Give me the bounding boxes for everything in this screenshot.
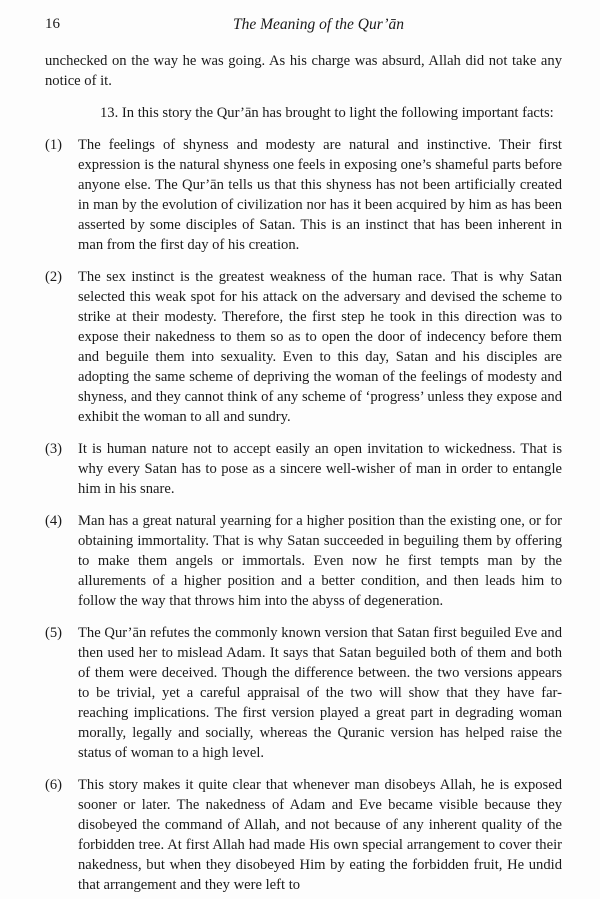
list-item-number: (5) bbox=[45, 625, 63, 641]
list-item-text: The feelings of shyness and modesty are natural and instinctive. Their first expression is the natural shyness one feels in exposing one’s shameful parts before anyone else. The Qur’ān tells us that this shyness has not been artificially created in man by the evolution of civilization nor has it been acquired by him as has been asserted by some disciples of Satan. This is an instinct that has been inherent in man from the first day of his creation. bbox=[78, 137, 562, 253]
running-title: The Meaning of the Qur’ān bbox=[232, 16, 405, 33]
list-item-5 bbox=[45, 623, 562, 763]
list-item-6 bbox=[45, 775, 562, 895]
list-item-number: (1) bbox=[45, 137, 63, 153]
page-number: 16 bbox=[45, 16, 60, 32]
list-item-number: (6) bbox=[45, 777, 63, 793]
list-item-text: Man has a great natural yearning for a higher position than the existing one, or for obtaining immortality. That is why Satan succeeded in beguiling them by offering to make them angels or immortals. Even now he first tempts man by the allurements of a higher position and a better condition, and then leads him to follow the way that throws him into the abyss of degeneration. bbox=[78, 513, 562, 609]
list-item-number: (3) bbox=[45, 441, 63, 457]
list-item-2 bbox=[45, 267, 562, 427]
page-header bbox=[45, 16, 562, 38]
list-item-number: (4) bbox=[45, 513, 63, 529]
list-item-3 bbox=[45, 439, 562, 499]
list-item-1 bbox=[45, 135, 562, 255]
list-item-text: This story makes it quite clear that whenever man disobeys Allah, he is exposed sooner or later. The nakedness of Adam and Eve became visible because they disobeyed the command of Allah, and not because of any inherent quality of the forbidden tree. At first Allah had made His own special arrangement to cover their nakedness, but when they disobeyed Him by eating the forbidden fruit, He undid that arrangement and they were left to bbox=[78, 777, 562, 893]
paragraph-13: 13. In this story the Qur’ān has brought to light the following important facts: bbox=[100, 105, 554, 121]
continuation-paragraph: unchecked on the way he was going. As his charge was absurd, Allah did not take any notice of it. bbox=[45, 53, 562, 89]
page-body bbox=[45, 51, 562, 907]
list-item-text: It is human nature not to accept easily an open invitation to wickedness. That is why every Satan has to pose as a sincere well-wisher of man in order to entangle him in his snare. bbox=[78, 441, 562, 497]
list-item-4 bbox=[45, 511, 562, 611]
list-item-text: The sex instinct is the greatest weakness of the human race. That is why Satan selected this weak spot for his attack on the adversary and devised the scheme to strike at their modesty. Therefore, the first step he took in this direction was to expose their nakedness to them so as to open the door of indecency before them and beguile them into sexuality. Even to this day, Satan and his disciples are adopting the same scheme of depriving the woman of the feelings of modesty and shyness, and they cannot think of any scheme of ‘progress’ unless they expose and exhibit the woman to all and sundry. bbox=[78, 269, 562, 425]
list-item-number: (2) bbox=[45, 269, 63, 285]
list-item-text: The Qur’ān refutes the commonly known version that Satan first beguiled Eve and then used her to mislead Adam. It says that Satan beguiled both of them and both of them were deceived. Though the difference between. the two versions appears to be trivial, yet a careful appraisal of the two will show that they have far-reaching implications. The first version played a great part in degrading woman morally, legally and socially, whereas the Quranic version has helped raise the status of woman to a high level. bbox=[78, 625, 562, 761]
